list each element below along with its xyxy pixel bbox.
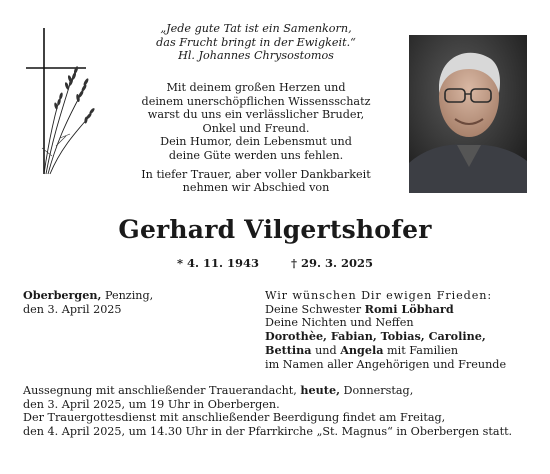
life-dates xyxy=(0,256,550,270)
service-line-3: Der Trauergottesdienst mit anschließender Beerdigung findet am Freitag, xyxy=(23,411,446,425)
text-line: Mit deinem großen Herzen und xyxy=(166,81,346,94)
quote-line: „Jede gute Tat ist ein Samenkorn, xyxy=(160,22,352,35)
quote-line: das Frucht bringt in der Ewigkeit.“ xyxy=(156,35,356,49)
text-line: Onkel und Freund. xyxy=(202,121,310,135)
quote-block xyxy=(106,22,406,63)
quote-author: Hl. Johannes Chrysostomos xyxy=(178,49,334,62)
place-name: Oberbergen, xyxy=(23,288,102,302)
relatives-names: Dorothèe, Fabian, Tobias, Caroline, xyxy=(265,329,486,344)
service-day: Donnerstag, xyxy=(340,384,414,397)
service-today: heute, xyxy=(300,383,340,397)
sister-name: Romi Löbhard xyxy=(364,301,454,316)
sister-prefix: Deine Schwester xyxy=(265,302,365,316)
place-date-block xyxy=(23,289,153,316)
service-line-4: den 4. April 2025, um 14.30 Uhr in der Pfarrkirche „St. Magnus“ in Oberbergen statt. xyxy=(23,425,513,439)
birth-date: * 4. 11. 1943 xyxy=(176,256,259,270)
nieces-line: Deine Nichten und Neffen xyxy=(265,316,414,330)
relatives-names-line-2 xyxy=(265,344,506,358)
mourners-block xyxy=(265,289,506,371)
conjunction: und xyxy=(311,343,341,357)
service-text: Aussegnung mit anschließender Trauerandacht, xyxy=(23,384,301,397)
text-line: deinem unerschöpflichen Wissensschatz xyxy=(141,94,371,108)
sister-line xyxy=(265,303,506,317)
notice-date: den 3. April 2025 xyxy=(23,302,122,316)
text-line: nehmen wir Abschied von xyxy=(182,181,330,195)
farewell-wish: Wir wünschen Dir ewigen Frieden: xyxy=(265,289,493,302)
text-line: deine Güte werden uns fehlen. xyxy=(168,148,344,162)
text-line: Dein Humor, dein Lebensmut und xyxy=(160,135,352,149)
portrait-photo xyxy=(409,35,527,193)
names-tail: mit Familien xyxy=(383,343,459,357)
text-line: In tiefer Trauer, aber voller Dankbarkeit xyxy=(141,167,371,181)
name-angela: Angela xyxy=(340,342,384,357)
service-info xyxy=(23,384,512,439)
service-line-1 xyxy=(23,384,512,398)
deceased-name: Gerhard Vilgertshofer xyxy=(118,215,432,244)
cross-with-wheat-icon xyxy=(26,26,98,176)
place-line xyxy=(23,289,153,303)
text-line: warst du uns ein verlässlicher Bruder, xyxy=(147,108,365,122)
place-rest: Penzing, xyxy=(101,289,154,302)
closing-line: im Namen aller Angehörigen und Freunde xyxy=(265,357,507,371)
name-bettina: Bettina xyxy=(265,342,312,357)
death-date: † 29. 3. 2025 xyxy=(291,256,374,270)
service-line-2: den 3. April 2025, um 19 Uhr in Oberbergen. xyxy=(23,397,280,411)
mourning-text xyxy=(106,81,406,195)
